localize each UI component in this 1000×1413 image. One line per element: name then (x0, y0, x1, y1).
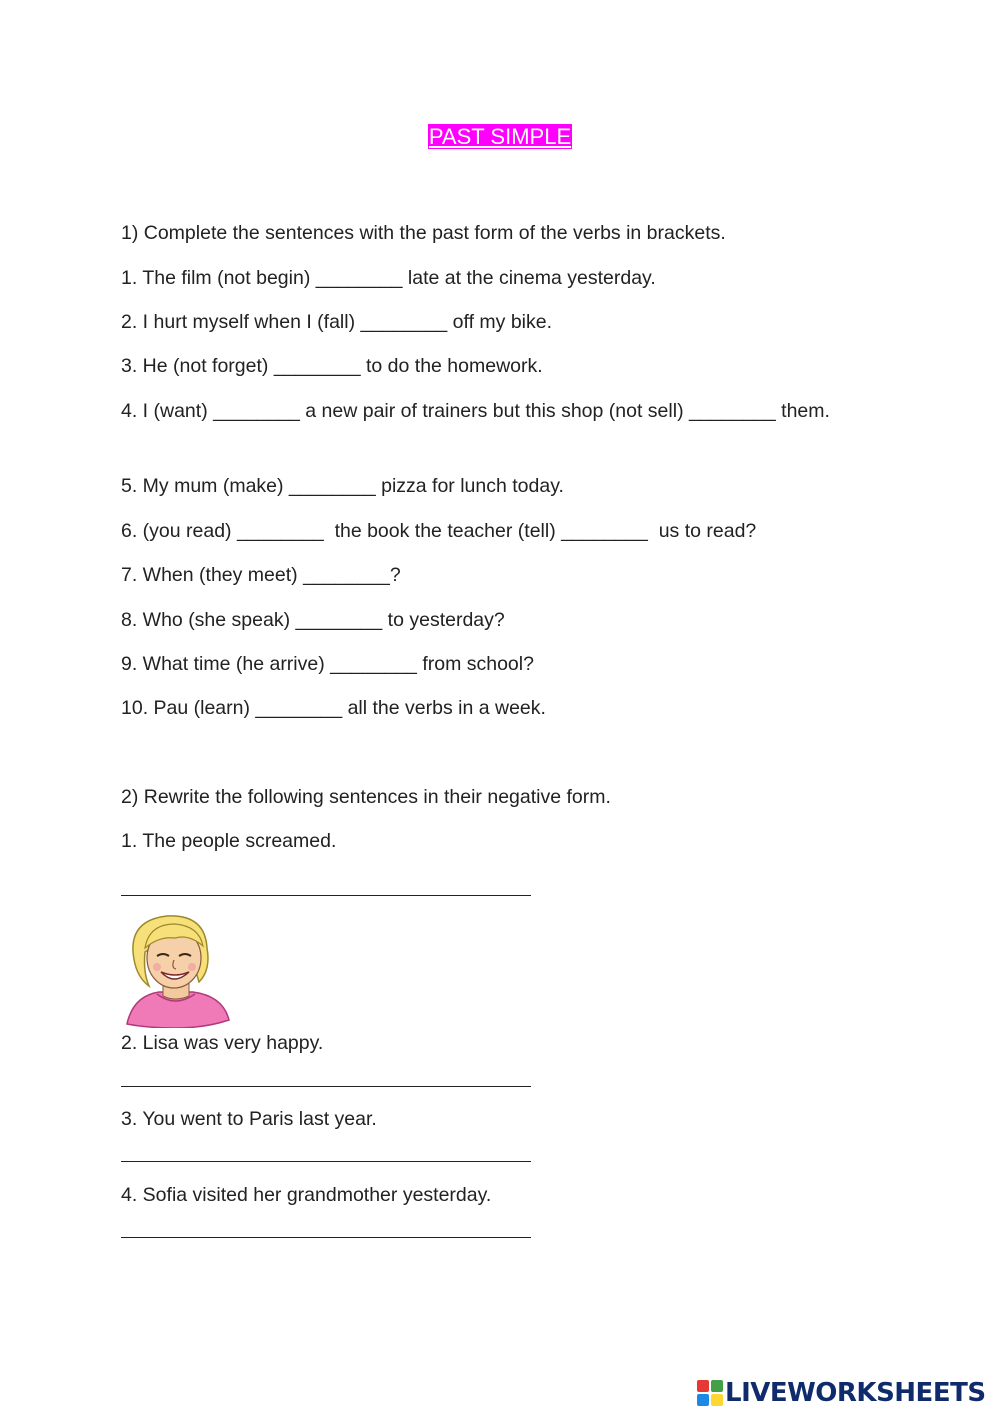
exercise1-item: 1. The film (not begin) ________ late at the cinema yesterday. (121, 267, 656, 289)
exercise1-item: 2. I hurt myself when I (fall) ________ off my bike. (121, 311, 553, 333)
title-text: PAST SIMPLE (428, 124, 572, 149)
liveworksheets-logo-icon (697, 1380, 723, 1406)
exercise1-item: 9. What time (he arrive) ________ from school? (121, 653, 534, 675)
section1-instruction: 1) Complete the sentences with the past form of the verbs in brackets. (121, 222, 726, 244)
smiling-woman-illustration (119, 912, 233, 1028)
exercise2-item: 3. You went to Paris last year. (121, 1108, 377, 1130)
worksheet-title (0, 122, 1000, 152)
answer-line[interactable] (121, 1161, 531, 1162)
exercise1-item: 8. Who (she speak) ________ to yesterday? (121, 609, 505, 631)
exercise2-item: 2. Lisa was very happy. (121, 1032, 324, 1054)
section2-instruction: 2) Rewrite the following sentences in their negative form. (121, 786, 611, 808)
liveworksheets-brand (697, 1376, 993, 1410)
exercise1-item: 5. My mum (make) ________ pizza for lunch today. (121, 475, 564, 497)
exercise2-item: 4. Sofia visited her grandmother yesterday. (121, 1184, 492, 1206)
exercise1-item: 4. I (want) ________ a new pair of trainers but this shop (not sell) ________ them. (121, 400, 830, 422)
answer-line[interactable] (121, 895, 531, 896)
answer-line[interactable] (121, 1237, 531, 1238)
exercise1-item: 10. Pau (learn) ________ all the verbs in a week. (121, 697, 546, 719)
exercise2-item: 1. The people screamed. (121, 830, 337, 852)
brand-name: LIVEWORKSHEETS (725, 1378, 986, 1408)
exercise1-item: 6. (you read) ________ the book the teacher (tell) ________ us to read? (121, 520, 757, 542)
exercise1-item: 3. He (not forget) ________ to do the homework. (121, 355, 543, 377)
answer-line[interactable] (121, 1086, 531, 1087)
exercise1-item: 7. When (they meet) ________? (121, 564, 401, 586)
